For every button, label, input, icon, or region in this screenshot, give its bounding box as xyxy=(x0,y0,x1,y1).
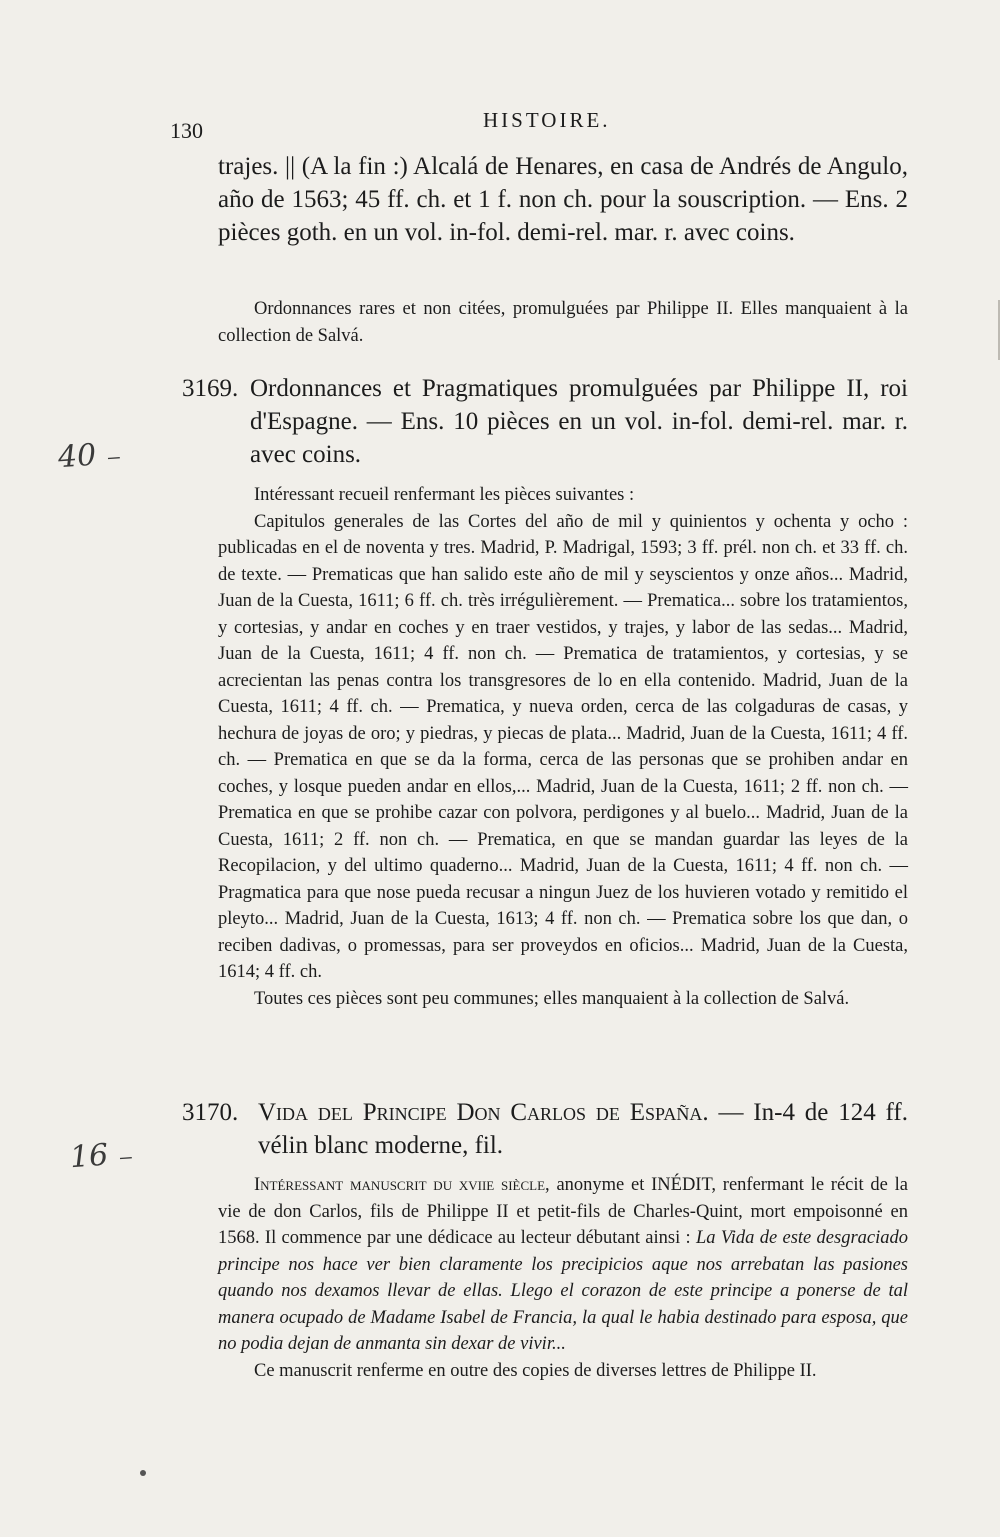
entry-3169-note-body: Capitulos generales de las Cortes del año de mil y quinientos y ochenta y ocho : publicadas en el de noventa y tres. Madrid, P. Madrigal, 1593; 3 ff. prél. non ch. et 33 ff. ch. de texte. — Prematicas que han salido este año de mil y seyscientos y onze años... Madrid, Juan de la Cuesta, 1611; 6 ff. ch. très irrégulièrement. — Prematica... sobre los tratamientos, y cortesias, y andar en coches y en traer vestidos, y trajes, y labor de las sedas... Madrid, Juan de la Cuesta, 1611; 4 ff. non ch. — Prematica de tratamientos, y cortesias, y se acrecientan las penas contra los transgresores de lo en ella contenido. Madrid, Juan de la Cuesta, 1611; 4 ff. ch. — Prematica, y nueva orden, cerca de las colgaduras de casas, y hechura de joyas de oro; y piedras, y piecas de plata... Madrid, Juan de la Cuesta, 1611; 4 ff. ch. — Prematica en que se da la forma, cerca de las personas que se prohiben andar en coches, y losque pueden andar en ellos,... Madrid, Juan de la Cuesta, 1611; 2 ff. non ch. — Prematica en que se prohibe cazar con polvora, perdigones y al buelo... Madrid, Juan de la Cuesta, 1611; 2 ff. non ch. — Prematica, en que se mandan guardar las leyes de la Recopilacion, y del ultimo quaderno... Madrid, Juan de la Cuesta, 1611; 4 ff. non ch. — Pragmatica para que nose pueda recusar a ningun Juez de los huvieren votado y remitido el pleyto... Madrid, Juan de la Cuesta, 1613; 4 ff. non ch. — Prematica sobre los que dan, o reciben dadivas, o promessas, para ser proveydos en oficios... Madrid, Juan de la Cuesta, 1614; 4 ff. ch. xyxy=(218,511,908,982)
entry-3168-continued xyxy=(218,150,908,249)
entry-3170-note-lead: Intéressant manuscrit du xviie siècle, xyxy=(254,1175,550,1195)
entry-3169-text: Ordonnances et Pragmatiques promulguées par Philippe II, roi d'Espagne. — Ens. 10 pièces en un vol. in-fol. demi-rel. mar. r. avec coins. xyxy=(250,375,908,468)
entry-3170-title: Vida del Principe Don Carlos de España. xyxy=(258,1099,709,1126)
entry-3168-text: trajes. || (A la fin :) Alcalá de Henares, en casa de Andrés de Angulo, año de 1563; 45 ff. ch. et 1 f. non ch. pour la souscription. — Ens. 2 pièces goth. en un vol. in-fol. demi-rel. mar. r. avec coins. xyxy=(218,153,908,246)
entry-3169-note xyxy=(218,482,908,1012)
page-number: 130 xyxy=(170,118,203,143)
entry-3169-number: 3169. xyxy=(182,375,239,402)
entry-3169-note-end: Toutes ces pièces sont peu communes; elles manquaient à la collection de Salvá. xyxy=(254,988,850,1009)
entry-3169-note-intro: Intéressant recueil renfermant les pièces suivantes : xyxy=(254,485,635,505)
margin-price-3170: 16 ₋ xyxy=(68,1135,135,1176)
entry-3170-note-end: Ce manuscrit renferme en outre des copies de diverses lettres de Philippe II. xyxy=(254,1360,817,1381)
entry-3170-heading xyxy=(258,1096,908,1162)
entry-3170-note-quote: La Vida de este desgraciado principe nos hace ver bien claramente los precipicios aque nos arrebatan las pasiones quando nos dexamos llevar de ellas. Llego el corazon de este principe a ponerse de tal manera ocupado de Madame Isabel de Francia, la qual le habia destinado para esposa, que no podia dejan de anmanta sin dexar de vivir... xyxy=(218,1228,909,1354)
entry-3170-note xyxy=(218,1172,908,1384)
entry-3170-number: 3170. xyxy=(182,1099,239,1126)
running-title: HISTOIRE. xyxy=(483,108,611,132)
ink-dot xyxy=(140,1470,146,1476)
entry-3168-note xyxy=(218,296,908,349)
entry-3170-note-body: anonyme et INÉDIT, renfermant le récit de la vie de don Carlos, fils de Philippe II et petit-fils de Charles-Quint, mort empoisonné en 1568. Il commence par une dédicace au lecteur débutant ainsi : xyxy=(218,1175,908,1248)
entry-3170-text: — In-4 de 124 ff. vélin blanc moderne, fil. xyxy=(258,1099,909,1159)
entry-3168-note-text: Ordonnances rares et non citées, promulguées par Philippe II. Elles manquaient à la collection de Salvá. xyxy=(218,299,908,346)
margin-price-3169: 40 ₋ xyxy=(56,435,123,476)
entry-3169-heading xyxy=(250,372,908,471)
